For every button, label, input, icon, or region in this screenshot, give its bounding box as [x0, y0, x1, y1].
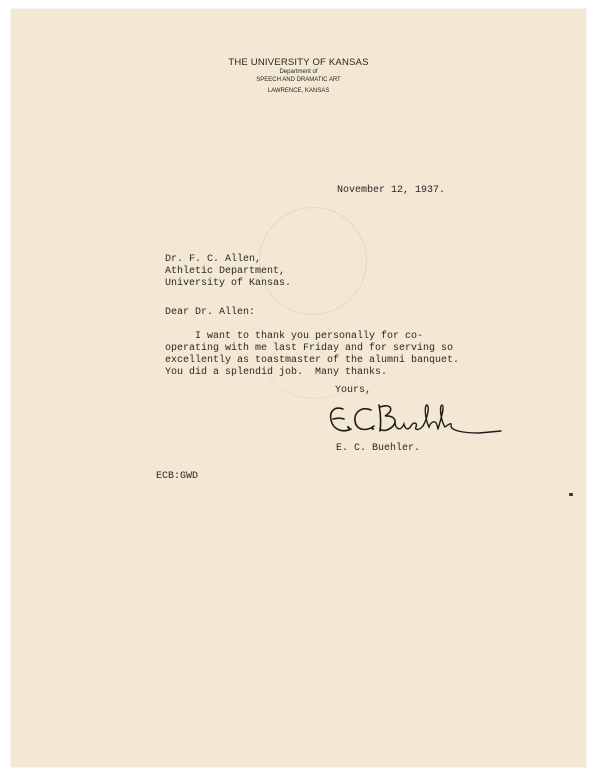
body-line: I want to thank you personally for co- [165, 331, 424, 342]
recipient-address [165, 254, 291, 290]
recipient-line: Dr. F. C. Allen, [165, 254, 262, 265]
letterhead-university: THE UNIVERSITY OF KANSAS [228, 57, 369, 68]
recipient-line: Athletic Department, [165, 266, 286, 277]
recipient-line: University of Kansas. [165, 278, 292, 289]
ink-mark [569, 493, 573, 496]
letterhead-city: LAWRENCE, KANSAS [267, 88, 330, 94]
reference-initials: ECB:GWD [156, 471, 199, 482]
body-line: You did a splendid job. Many thanks. [165, 367, 388, 378]
typed-signature-name: E. C. Buehler. [336, 443, 421, 454]
body-line: excellently as toastmaster of the alumni banquet. [165, 355, 460, 366]
letterhead-department-label: Department of [279, 69, 318, 75]
letterhead [11, 57, 586, 96]
letter-page [11, 9, 586, 767]
body-line: operating with me last Friday and for serving so [165, 343, 454, 354]
letter-date: November 12, 1937. [337, 185, 446, 196]
salutation: Dear Dr. Allen: [165, 307, 256, 318]
letter-body [165, 331, 459, 379]
handwritten-signature [311, 389, 531, 449]
letterhead-department-name: SPEECH AND DRAMATIC ART [256, 76, 341, 83]
closing: Yours, [335, 385, 372, 396]
